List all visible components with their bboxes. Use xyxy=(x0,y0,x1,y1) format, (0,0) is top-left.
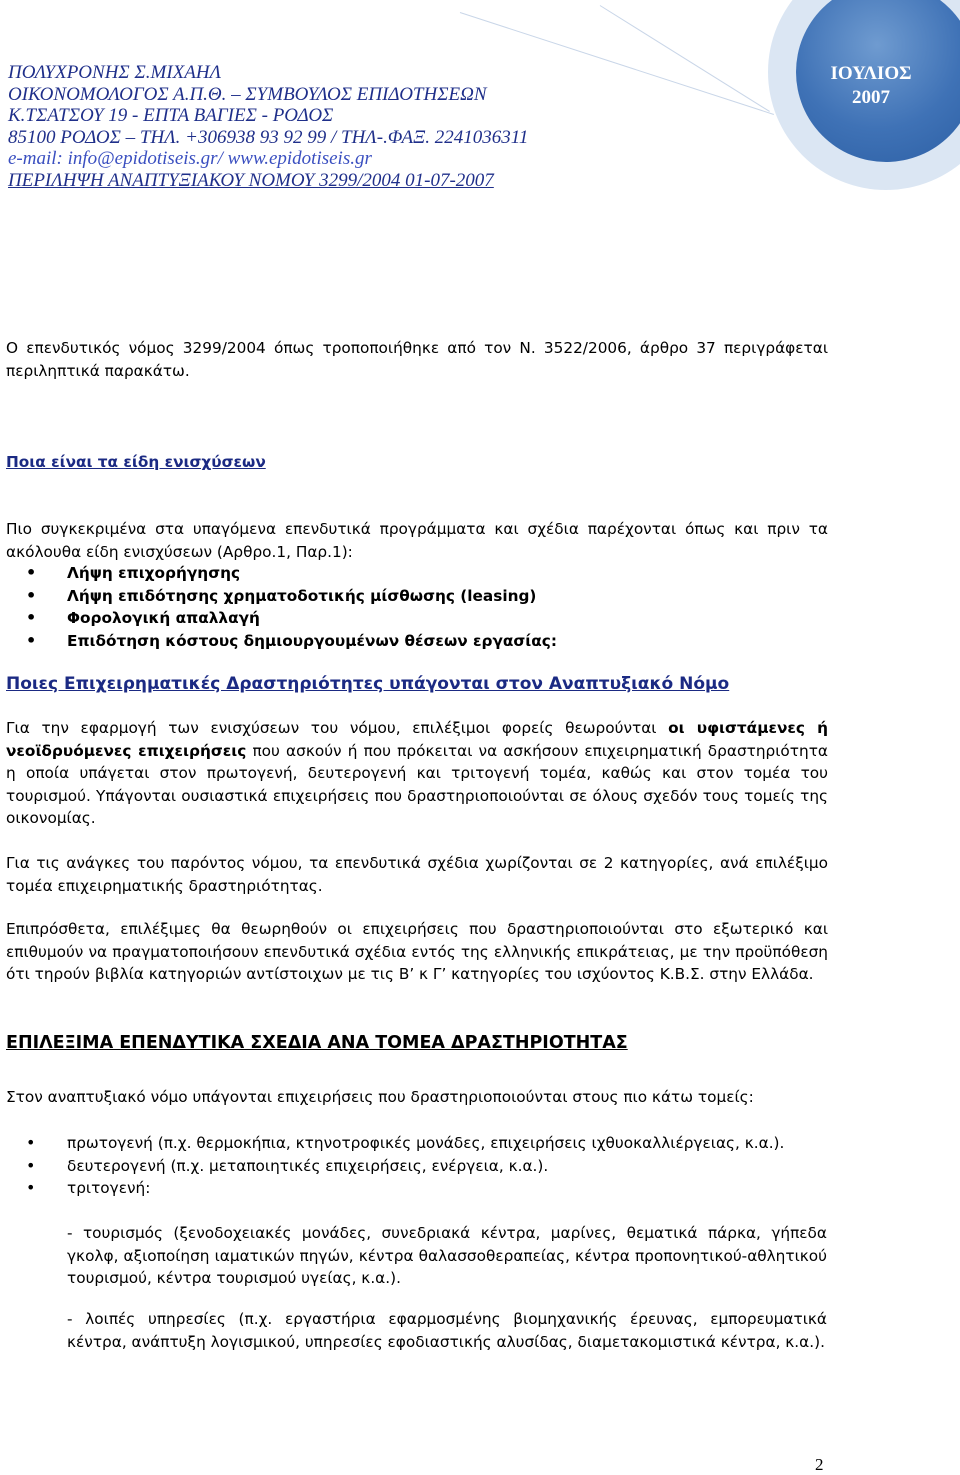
sectors-list xyxy=(6,1132,828,1200)
badge-year: 2007 xyxy=(852,87,890,108)
badge-month: ΙΟΥΛΙΟΣ xyxy=(830,63,912,84)
aid-types-paragraph: Πιο συγκεκριμένα στα υπαγόμενα επενδυτικά προγράμματα και σχέδια παρέχονται όπως και πριν τα ακόλουθα είδη ενισχύσεων (Αρθρο.1, Παρ.1): xyxy=(6,520,828,561)
section-heading-activities: Ποιες Επιχειρηματικές Δραστηριότητες υπάγονται στον Αναπτυξιακό Νόμο xyxy=(6,674,730,694)
bold-phrase: οι υφιστάμενες ή νεοϊδρυόμενες επιχειρήσεις xyxy=(6,719,828,760)
document-summary-title: ΠΕΡΙΛΗΨΗ ΑΝΑΠΤΥΞΙΑΚΟΥ ΝΟΜΟΥ 3299/2004 01-07-2007 xyxy=(8,169,494,191)
other-services-subitem: - λοιπές υπηρεσίες (π.χ. εργαστήρια εφαρμοσμένης βιομηχανικής έρευνας, εμπορευματικά κέντρα, ανάπτυξη λογισμικού, υπηρεσίες εφοδιαστικής αλυσίδας, διαμετακομιστικά κέντρα, κ.α.). xyxy=(67,1310,827,1351)
foreign-entities-paragraph: Επιπρόσθετα, επιλέξιμες θα θεωρηθούν οι επιχειρήσεις που δραστηριοποιούνται στο εξωτερικό και επιθυμούν να πραγματοποιήσουν επενδυτικά σχέδια εντός της ελληνικής επικράτειας, με την προϋπόθεση ότι τηρούν βιβλία κατηγοριών αντίστοιχων με τις Β’ κ Γ’ κατηγορίες του ισχύοντος Κ.Β.Σ. στην Ελλάδα. xyxy=(6,920,828,983)
list-item: • δευτερογενή (π.χ. μεταποιητικές επιχειρήσεις, ενέργεια, κ.α.). xyxy=(6,1155,828,1178)
list-item: • Φορολογική απαλλαγή xyxy=(6,607,828,630)
list-item: • Λήψη επιδότησης χρηματοδοτικής μίσθωσης (leasing) xyxy=(6,585,828,608)
section-heading-aid-types: Ποια είναι τα είδη ενισχύσεων xyxy=(6,453,266,471)
tourism-subitem: - τουρισμός (ξενοδοχειακές μονάδες, συνεδριακά κέντρα, μαρίνες, θεματικά πάρκα, γήπεδα γκολφ, αξιοποίηση ιαματικών πηγών, κέντρα θαλασσοθεραπείας, κέντρα προπονητικού-αθλητικού τουρισμού, κέντρα τουρισμού υγείας, κ.α.). xyxy=(67,1224,827,1287)
address: Κ.ΤΣΑΤΣΟΥ 19 - ΕΠΤΑ ΒΑΓΙΕΣ - ΡΟΔΟΣ xyxy=(8,105,334,127)
eligible-entities-paragraph xyxy=(6,717,828,830)
date-badge-text xyxy=(796,62,946,110)
intro-paragraph: Ο επενδυτικός νόμος 3299/2004 όπως τροποποιήθηκε από τον Ν. 3522/2006, άρθρο 37 περιγράφεται περιληπτικά παρακάτω. xyxy=(6,339,828,380)
paragraph-text: που ασκούν ή που πρόκειται να ασκήσουν επιχειρηματική δραστηριότητα η οποία υπάγεται στον πρωτογενή, δευτερογενή και τριτογενή τομέα, καθώς και στον τομέα του τουρισμού. Υπάγονται ουσιαστικά επιχειρήσεις που δραστηριοποιούνται σε όλους σχεδόν τους τομείς της οικονομίας. xyxy=(6,741,828,827)
email-link[interactable]: e-mail: info@epidotiseis.gr/ www.epidotiseis.gr xyxy=(8,148,372,170)
aid-types-list xyxy=(6,562,828,652)
list-item: • πρωτογενή (π.χ. θερμοκήπια, κτηνοτροφικές μονάδες, επιχειρήσεις ιχθυοκαλλιέργειας, κ.α.). xyxy=(6,1132,828,1155)
list-item: • Λήψη επιχορήγησης xyxy=(6,562,828,585)
page-number: 2 xyxy=(815,1455,824,1474)
author-name: ΠΟΛΥΧΡΟΝΗΣ Σ.ΜΙΧΑΗΛ xyxy=(8,62,222,83)
categories-paragraph: Για τις ανάγκες του παρόντος νόμου, τα επενδυτικά σχέδια χωρίζονται σε 2 κατηγορίες, ανά επιλέξιμο τομέα επιχειρηματικής δραστηριότητας. xyxy=(6,854,828,895)
list-item: • Επιδότηση κόστους δημιουργουμένων θέσεων εργασίας: xyxy=(6,630,828,653)
phone: 85100 ΡΟΔΟΣ – ΤΗΛ. +306938 93 92 99 / ΤΗΛ-.ΦΑΞ. 2241036311 xyxy=(8,126,529,148)
author-title: ΟΙΚΟΝΟΜΟΛΟΓΟΣ Α.Π.Θ. – ΣΥΜΒΟΥΛΟΣ ΕΠΙΔΟΤΗΣΕΩΝ xyxy=(8,83,487,105)
list-item: • τριτογενή: xyxy=(6,1177,828,1200)
paragraph-text: Για την εφαρμογή των ενισχύσεων του νόμου, επιλέξιμοι φορείς θεωρούνται xyxy=(6,719,669,737)
sectors-intro: Στον αναπτυξιακό νόμο υπάγονται επιχειρήσεις που δραστηριοποιούνται στους πιο κάτω τομείς: xyxy=(6,1088,754,1106)
letterhead xyxy=(8,62,708,192)
section-heading-eligible-plans: ΕΠΙΛΕΞΙΜΑ ΕΠΕΝΔΥΤΙΚΑ ΣΧΕΔΙΑ ΑΝΑ ΤΟΜΕΑ ΔΡΑΣΤΗΡΙΟΤΗΤΑΣ xyxy=(6,1033,628,1053)
